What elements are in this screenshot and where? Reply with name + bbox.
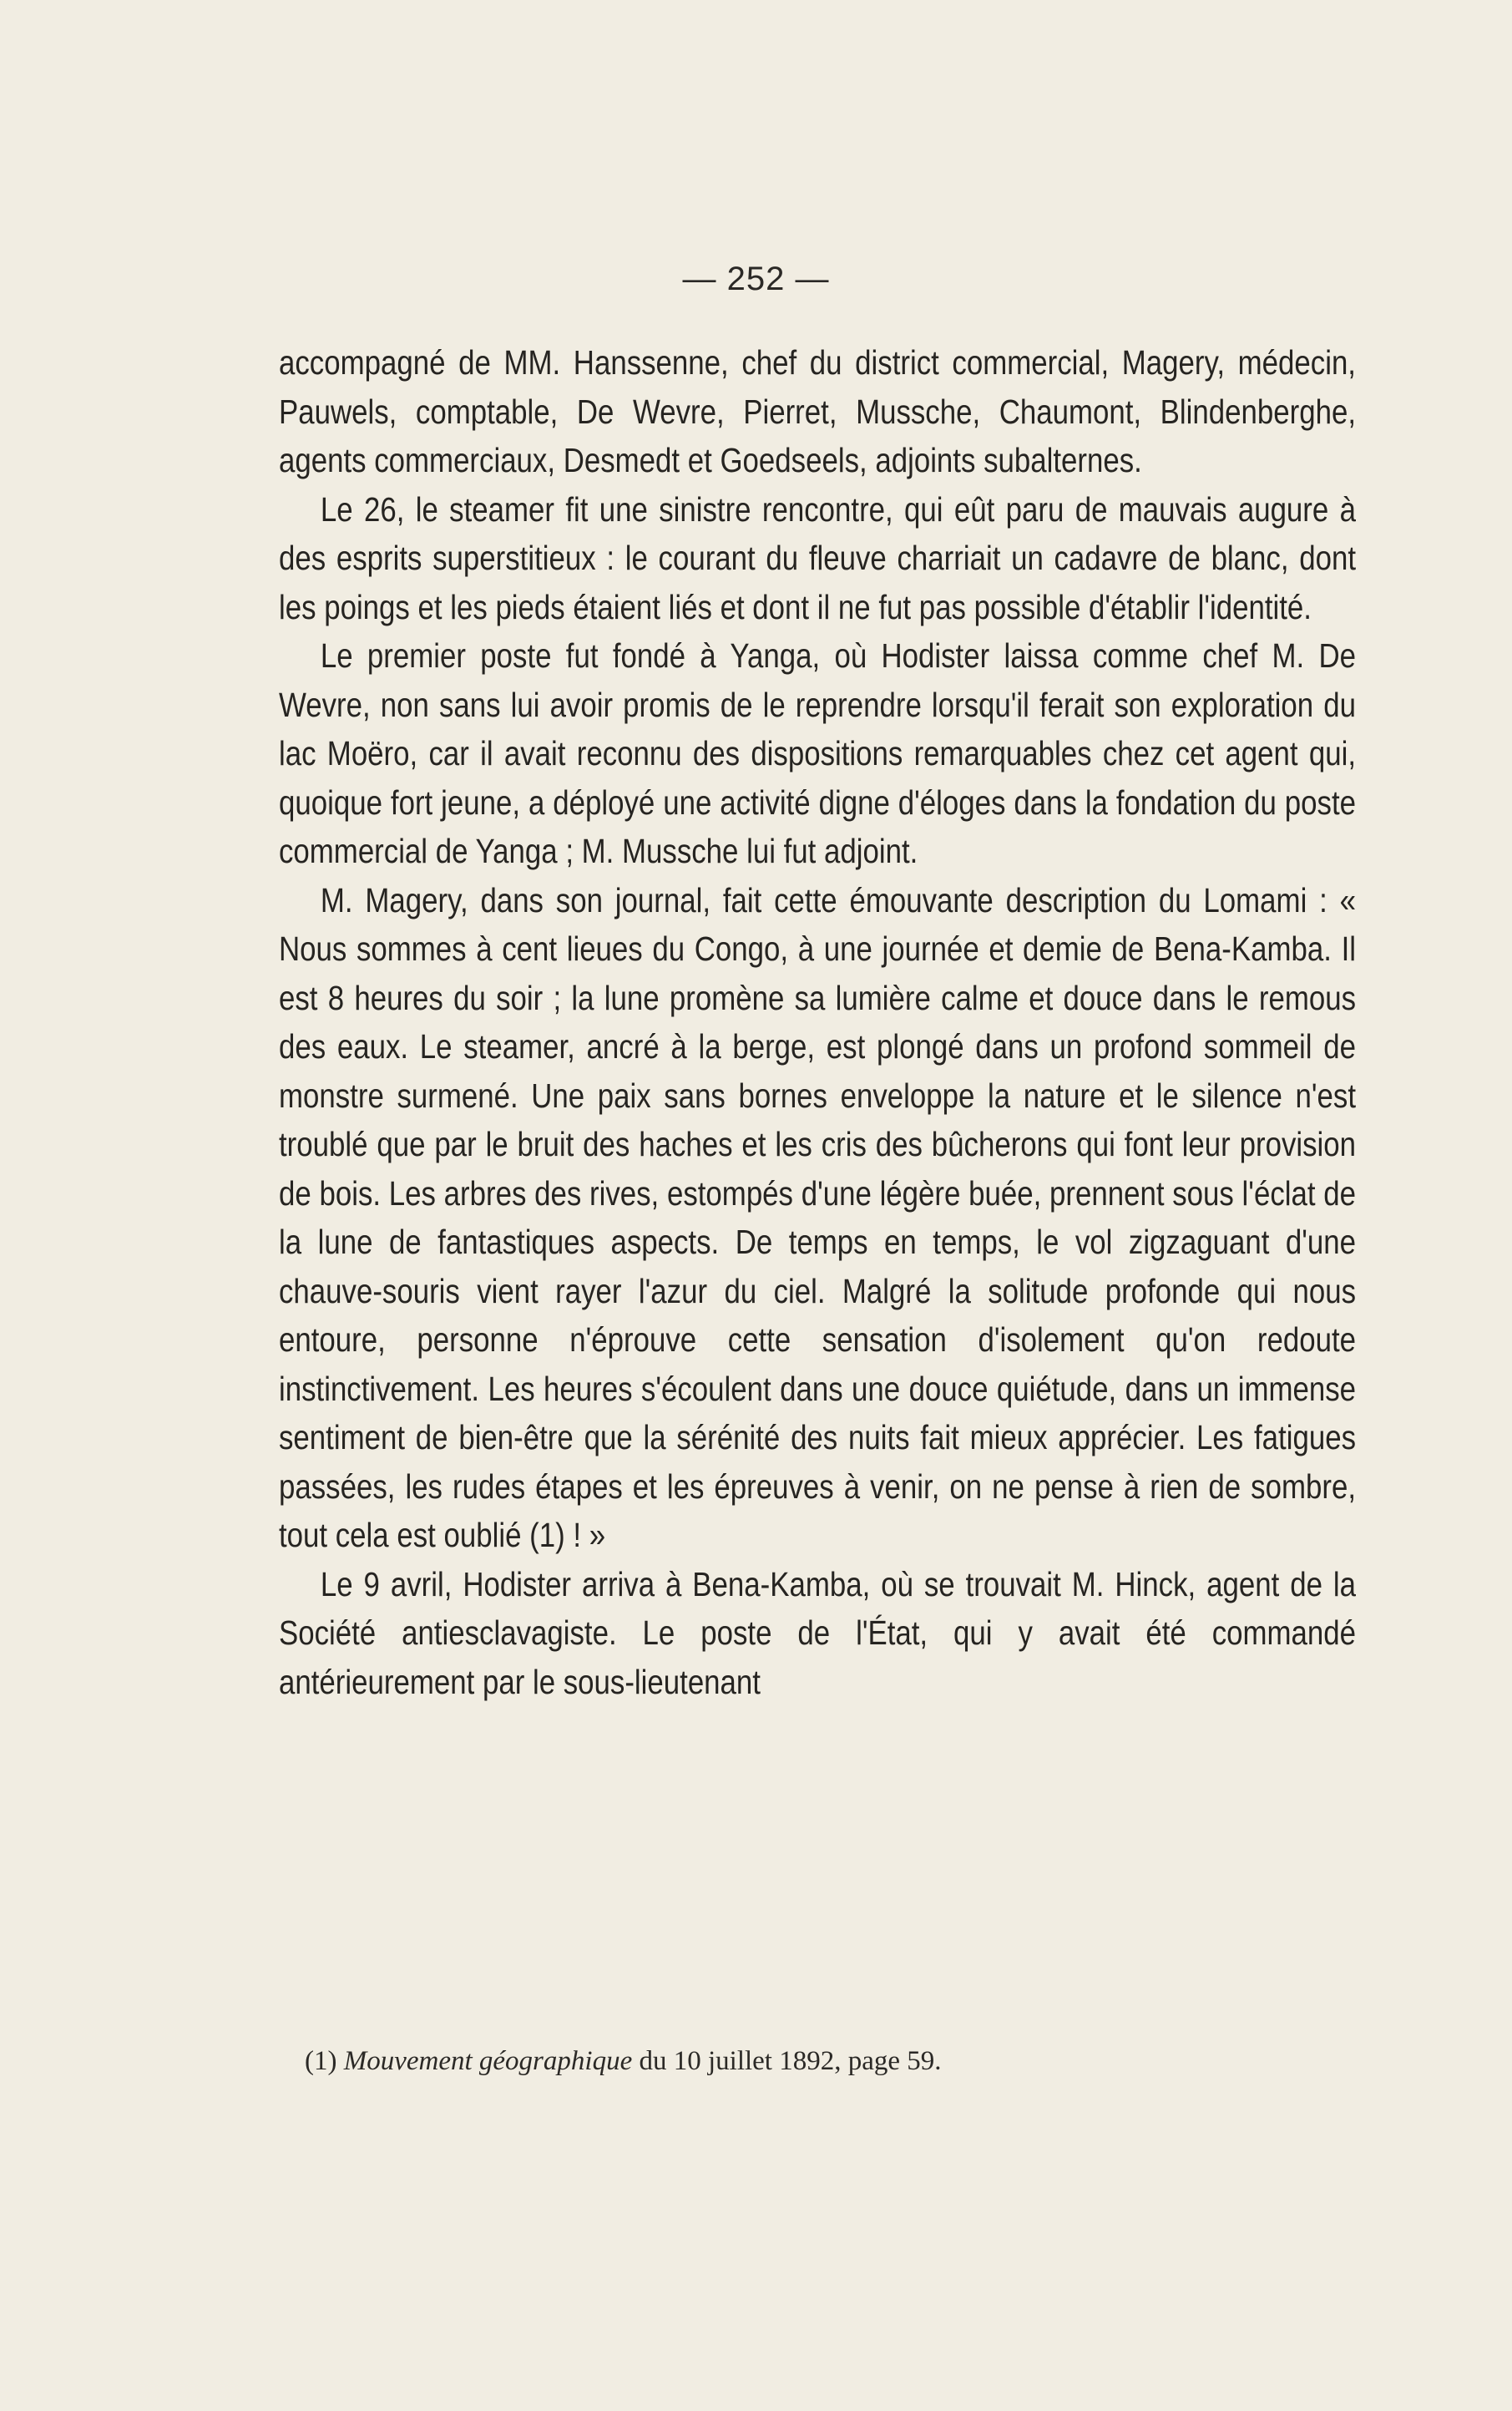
paragraph: M. Magery, dans son journal, fait cette émouvante description du Lomami : « Nous sommes à cent lieues du Congo, à une journée et demie de Bena-Kamba. Il est 8 heures du soir ; la lune promène sa lumière calme et douce dans le remous des eaux. Le steamer, ancré à la berge, est plongé dans un profond sommeil de monstre surmené. Une paix sans bornes enveloppe la nature et le silence n'est troublé que par le bruit des haches et les cris des bûcherons qui font leur provision de bois. Les arbres des rives, estompés d'une légère buée, prennent sous l'éclat de la lune de fantastiques aspects. De temps en temps, le vol zigzaguant d'une chauve-souris vient rayer l'azur du ciel. Malgré la solitude profonde qui nous entoure, personne n'éprouve cette sensation d'isolement qu'on redoute instinctivement. Les heures s'écoulent dans une douce quiétude, dans un immense sentiment de bien-être que la sérénité des nuits fait mieux apprécier. Les fatigues passées, les rudes étapes et les épreuves à venir, on ne pense à rien de sombre, tout cela est oublié (1) ! » [279, 880, 1356, 1554]
footnote [305, 2046, 942, 2077]
paragraph: Le 26, le steamer fit une sinistre rencontre, qui eût paru de mauvais augure à des esprits superstitieux : le courant du fleuve charriait un cadavre de blanc, dont les poings et les pieds étaient liés et dont il ne fut pas possible d'établir l'identité. [279, 489, 1356, 626]
paragraph: accompagné de MM. Hanssenne, chef du district commercial, Magery, médecin, Pauwels, comptable, De Wevre, Pierret, Mussche, Chaumont, Blindenberghe, agents commerciaux, Desmedt et Goedseels, adjoints subalternes. [279, 343, 1356, 479]
page-number: — 252 — [682, 261, 830, 297]
footnote-text: du 10 juillet 1892, page 59. [639, 2046, 942, 2076]
footnote-marker: (1) [305, 2046, 337, 2076]
paragraph: Le premier poste fut fondé à Yanga, où Hodister laissa comme chef M. De Wevre, non sans lui avoir promis de le reprendre lorsqu'il ferait son exploration du lac Moëro, car il avait reconnu des dispositions remarquables chez cet agent qui, quoique fort jeune, a déployé une activité digne d'éloges dans la fondation du poste commercial de Yanga ; M. Mussche lui fut adjoint. [279, 636, 1356, 870]
body-text [279, 338, 1356, 1706]
paragraph: Le 9 avril, Hodister arriva à Bena-Kamba, où se trouvait M. Hinck, agent de la Société antiesclavagiste. Le poste de l'État, qui y avait été commandé antérieurement par le sous-lieutenant [279, 1564, 1356, 1701]
footnote-source-title: Mouvement géographique [343, 2046, 633, 2076]
